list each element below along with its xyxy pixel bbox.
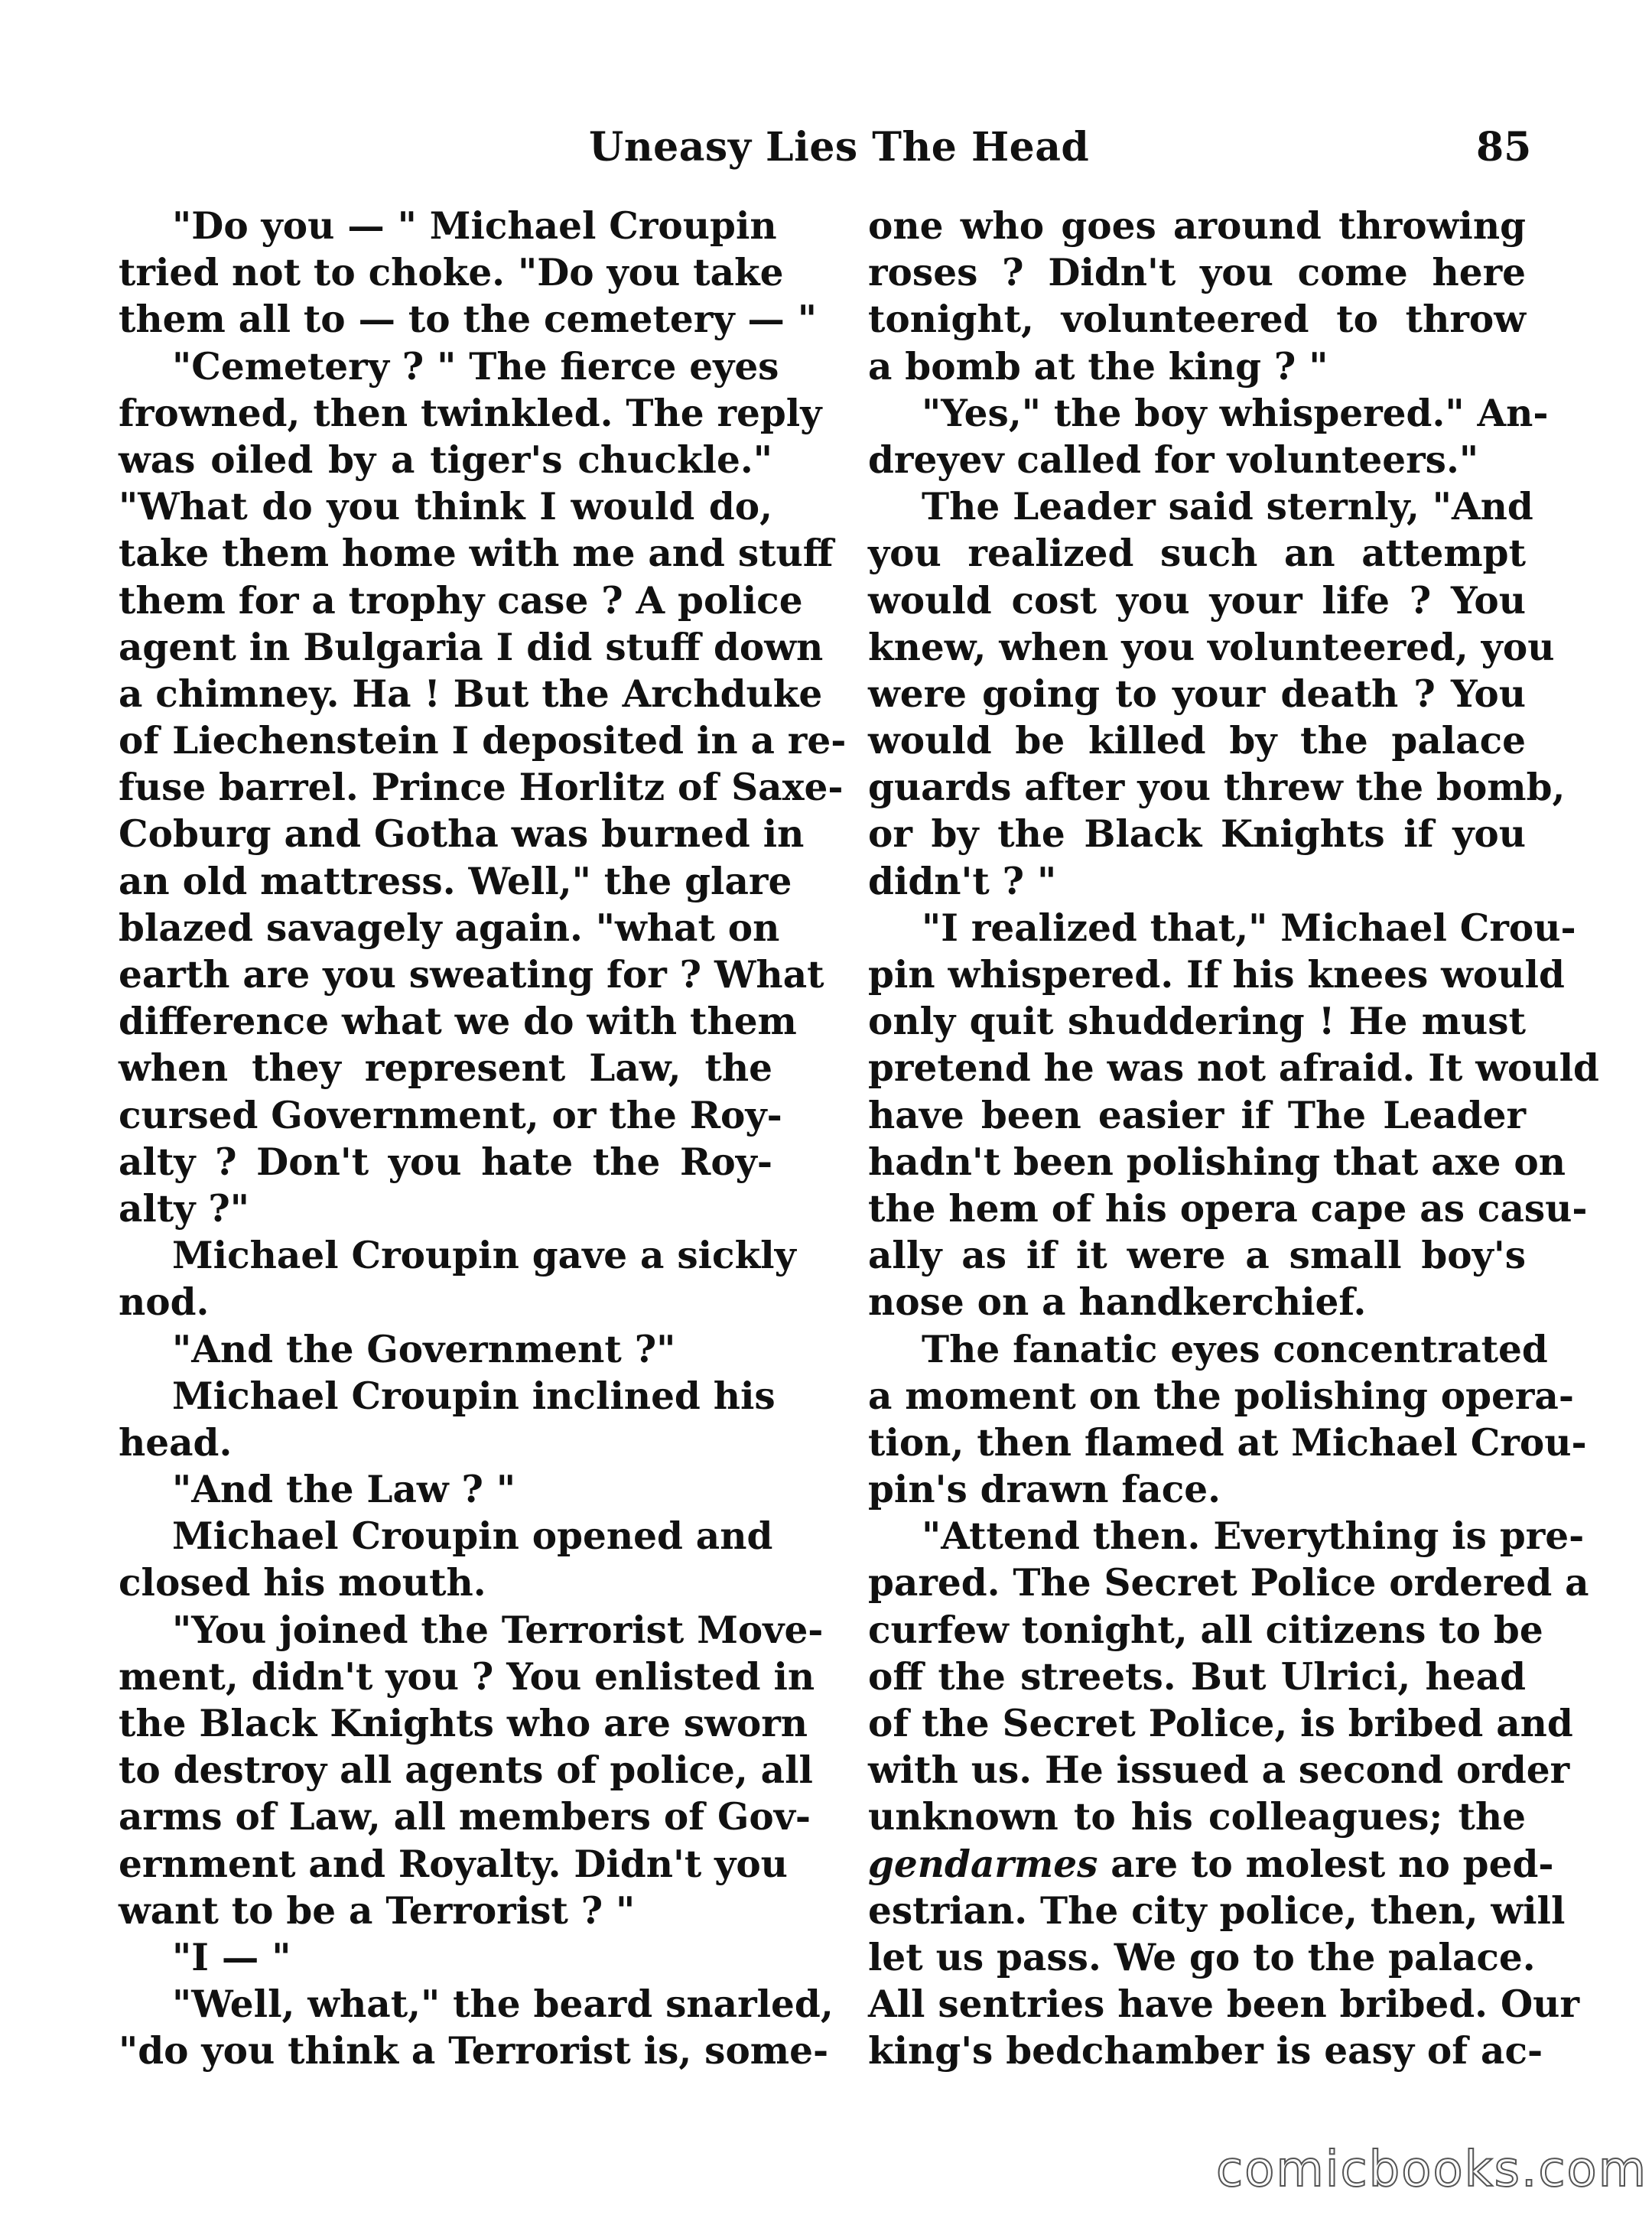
text-line: Coburg and Gotha was burned in — [119, 812, 805, 857]
text-line: the hem of his opera cape as casu- — [868, 1186, 1588, 1231]
text-line: when they represent Law, the — [119, 1046, 772, 1091]
text-line: take them home with me and stuff — [119, 532, 834, 576]
text-line: "Yes," the boy whispered." An- — [922, 391, 1549, 435]
left-column — [119, 203, 847, 2075]
text-line: "I — " — [172, 1935, 291, 1979]
text-line: let us pass. We go to the palace. — [868, 1935, 1536, 1979]
text-line: a chimney. Ha ! But the Archduke — [119, 672, 823, 716]
text-line: guards after you threw the bomb, — [868, 766, 1566, 810]
right-column — [868, 203, 1599, 2075]
text-line: pin's drawn face. — [868, 1468, 1221, 1512]
text-line: tried not to choke. "Do you take — [119, 251, 784, 295]
text-line: curfew tonight, all citizens to be — [868, 1608, 1543, 1652]
text-line: off the streets. But Ulrici, head — [868, 1654, 1526, 1699]
text-line: king's bedchamber is easy of ac- — [868, 2029, 1543, 2073]
text-line: was oiled by a tiger's chuckle." — [119, 437, 772, 482]
text-line: an old mattress. Well," the glare — [119, 859, 792, 903]
text-line: "What do you think I would do, — [119, 485, 772, 529]
text-line: cursed Government, or the Roy- — [119, 1093, 782, 1137]
text-line: to destroy all agents of police, all — [119, 1748, 813, 1793]
text-line: of Liechenstein I deposited in a re- — [119, 719, 847, 763]
text-line: pared. The Secret Police ordered a — [868, 1561, 1589, 1605]
text-line: "I realized that," Michael Crou- — [922, 906, 1576, 950]
text-line: estrian. The city police, then, will — [868, 1888, 1566, 1933]
text-line: The Leader said sternly, "And — [922, 485, 1533, 529]
text-line: "And the Law ? " — [172, 1468, 516, 1512]
text-line: Michael Croupin opened and — [172, 1514, 773, 1559]
text-line: tion, then flamed at Michael Crou- — [868, 1420, 1587, 1465]
text-line: tonight, volunteered to throw — [868, 298, 1526, 342]
text-line: "Do you — " Michael Croupin — [172, 204, 777, 248]
text-line: ment, didn't you ? You enlisted in — [119, 1654, 815, 1699]
text-line: "do you think a Terrorist is, some- — [119, 2029, 829, 2073]
text-line: ally as if it were a small boy's — [868, 1234, 1526, 1278]
text-line: "You joined the Terrorist Move- — [172, 1608, 824, 1652]
text-line: want to be a Terrorist ? " — [119, 1888, 636, 1933]
text-line: nod. — [119, 1280, 210, 1325]
text-line: one who goes around throwing — [868, 204, 1526, 248]
text-line: were going to your death ? You — [868, 672, 1526, 716]
text-line: difference what we do with them — [119, 1000, 797, 1044]
text-line: of the Secret Police, is bribed and — [868, 1702, 1573, 1745]
text-line: them all to — to the cemetery — " — [119, 298, 818, 342]
text-line: only quit shuddering ! He must — [868, 1000, 1526, 1044]
text-line: them for a trophy case ? A police — [119, 578, 803, 623]
text-line: "Well, what," the beard snarled, — [172, 1982, 834, 2027]
text-line: alty ? Don't you hate the Roy- — [119, 1140, 772, 1184]
text-line: blazed savagely again. "what on — [119, 906, 780, 950]
text-line: have been easier if The Leader — [868, 1093, 1526, 1137]
text-line: "Attend then. Everything is pre- — [922, 1514, 1585, 1559]
text-line: "And the Government ?" — [172, 1327, 676, 1371]
text-line: fuse barrel. Prince Horlitz of Saxe- — [119, 766, 844, 810]
text-line: gendarmes are to molest no ped- — [868, 1842, 1554, 1886]
text-line: All sentries have been bribed. Our — [868, 1982, 1580, 2027]
text-line: nose on a handkerchief. — [868, 1280, 1367, 1325]
watermark: comicbooks.com — [1216, 2142, 1648, 2198]
text-line: or by the Black Knights if you — [868, 812, 1526, 857]
text-line: would be killed by the palace — [868, 719, 1526, 763]
text-line: frowned, then twinkled. The reply — [119, 391, 822, 435]
text-line: a bomb at the king ? " — [868, 344, 1328, 389]
text-line: dreyev called for volunteers." — [868, 437, 1479, 482]
text-line: would cost you your life ? You — [868, 578, 1526, 623]
text-line: arms of Law, all members of Gov- — [119, 1795, 811, 1839]
text-line: the Black Knights who are sworn — [119, 1702, 808, 1745]
text-line: The fanatic eyes concentrated — [922, 1327, 1548, 1371]
text-line: knew, when you volunteered, you — [868, 625, 1555, 669]
text-line: didn't ? " — [868, 859, 1057, 903]
text-line: roses ? Didn't you come here — [868, 251, 1526, 295]
text-line: pin whispered. If his knees would — [868, 953, 1565, 997]
text-line: with us. He issued a second order — [868, 1748, 1570, 1793]
text-line: Michael Croupin inclined his — [172, 1374, 776, 1418]
running-title: Uneasy Lies The Head — [589, 124, 1090, 171]
text-line: alty ?" — [119, 1186, 250, 1231]
text-line: "Cemetery ? " The fierce eyes — [172, 344, 779, 389]
text-line: closed his mouth. — [119, 1561, 486, 1605]
text-line: Michael Croupin gave a sickly — [172, 1234, 796, 1278]
text-line: pretend he was not afraid. It would — [868, 1046, 1599, 1091]
text-line: hadn't been polishing that axe on — [868, 1140, 1566, 1184]
text-line: unknown to his colleagues; the — [868, 1795, 1526, 1839]
text-line: ernment and Royalty. Didn't you — [119, 1842, 788, 1886]
text-line: agent in Bulgaria I did stuff down — [119, 625, 824, 669]
page-number: 85 — [1476, 124, 1532, 171]
text-line: earth are you sweating for ? What — [119, 953, 824, 997]
text-line: a moment on the polishing opera- — [868, 1374, 1574, 1418]
text-line: you realized such an attempt — [868, 532, 1526, 576]
text-line: head. — [119, 1420, 233, 1465]
